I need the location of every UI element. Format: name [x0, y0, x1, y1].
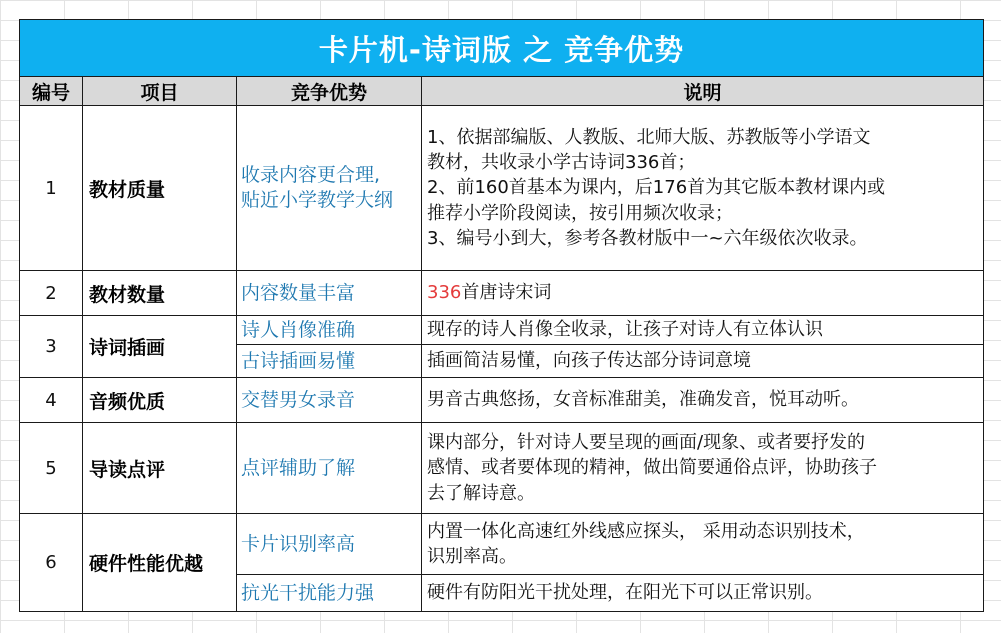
- description-line: 识别率高。: [427, 546, 517, 567]
- item-name: 诗词插画: [83, 316, 237, 378]
- description-line: 感情、或者要体现的精神，做出简要通俗点评，协助孩子: [427, 457, 877, 479]
- advantage-cell: [237, 345, 422, 378]
- description-line: 硬件有防阳光干扰处理，在阳光下可以正常识别。: [427, 582, 823, 604]
- header-description: 说明: [422, 77, 984, 106]
- advantage-cell: [237, 316, 422, 345]
- item-name: 导读点评: [83, 423, 237, 514]
- description-line: 1、依据部编版、人教版、北师大版、苏教版等小学语文: [427, 127, 871, 149]
- row-number: 3: [20, 316, 83, 378]
- advantage-cell: [237, 514, 422, 575]
- advantage-line: 贴近小学教学大纲: [241, 189, 394, 211]
- table-row: [20, 378, 984, 423]
- table-row: [20, 514, 984, 575]
- header-advantage: 竞争优势: [237, 77, 422, 106]
- description-cell: [422, 271, 984, 316]
- row-number: 6: [20, 514, 83, 612]
- description-line: 推荐小学阶段阅读，按引用频次收录；: [427, 202, 733, 224]
- header-number: 编号: [20, 77, 83, 106]
- advantage-cell: [237, 575, 422, 612]
- table-row: [20, 316, 984, 345]
- table-title: 卡片机-诗词版 之 竞争优势: [20, 20, 984, 77]
- advantage-line: 收录内容更合理,: [241, 164, 381, 187]
- description-cell: [422, 378, 984, 423]
- item-name: 教材质量: [83, 106, 237, 271]
- advantage-cell: [237, 423, 422, 514]
- description-line: 内置一体化高速红外线感应探头， 采用动态识别技术，: [427, 520, 865, 542]
- competitive-advantage-table: [19, 19, 984, 612]
- table-row: [20, 271, 984, 316]
- advantage-line: 点评辅助了解: [241, 456, 356, 479]
- advantage-line: 内容数量丰富: [241, 281, 356, 304]
- advantage-cell: [237, 378, 422, 423]
- description-line: 课内部分，针对诗人要呈现的画面/现象、或者要抒发的: [427, 432, 866, 454]
- item-name: 音频优质: [83, 378, 237, 423]
- description-cell: [422, 345, 984, 378]
- row-number: 4: [20, 378, 83, 423]
- highlight-number: 336: [427, 282, 462, 304]
- description-line: 现存的诗人肖像全收录，让孩子对诗人有立体认识: [427, 319, 823, 341]
- description-cell: [422, 423, 984, 514]
- row-number: 5: [20, 423, 83, 514]
- advantage-line: 诗人肖像准确: [241, 318, 356, 341]
- description-line: 插画简洁易懂，向孩子传达部分诗词意境: [427, 350, 751, 372]
- advantage-line: 古诗插画易懂: [241, 349, 356, 372]
- row-number: 1: [20, 106, 83, 271]
- advantage-cell: [237, 271, 422, 316]
- row-number: 2: [20, 271, 83, 316]
- advantage-line: 交替男女录音: [241, 388, 356, 411]
- item-name: 教材数量: [83, 271, 237, 316]
- description-line: 2、前160首基本为课内，后176首为其它版本教材课内或: [427, 177, 886, 199]
- description-cell: [422, 514, 984, 575]
- table-row: [20, 106, 984, 271]
- description-line: 教材，共收录小学古诗词336首；: [427, 152, 696, 174]
- item-name: 硬件性能优越: [83, 514, 237, 612]
- header-item: 项目: [83, 77, 237, 106]
- advantage-line: 抗光干扰能力强: [241, 581, 375, 604]
- description-line: 男音古典悠扬，女音标准甜美，准确发音，悦耳动听。: [427, 389, 859, 411]
- advantage-cell: [237, 106, 422, 271]
- description-cell: [422, 575, 984, 612]
- description-cell: [422, 106, 984, 271]
- table-row: [20, 423, 984, 514]
- description-line: 去了解诗意。: [427, 482, 535, 504]
- description-cell: [422, 316, 984, 345]
- advantage-line: 卡片识别率高: [241, 532, 356, 555]
- description-line: 3、编号小到大，参考各教材版中一~六年级依次收录。: [427, 227, 868, 249]
- description-text: 首唐诗宋词: [461, 282, 552, 304]
